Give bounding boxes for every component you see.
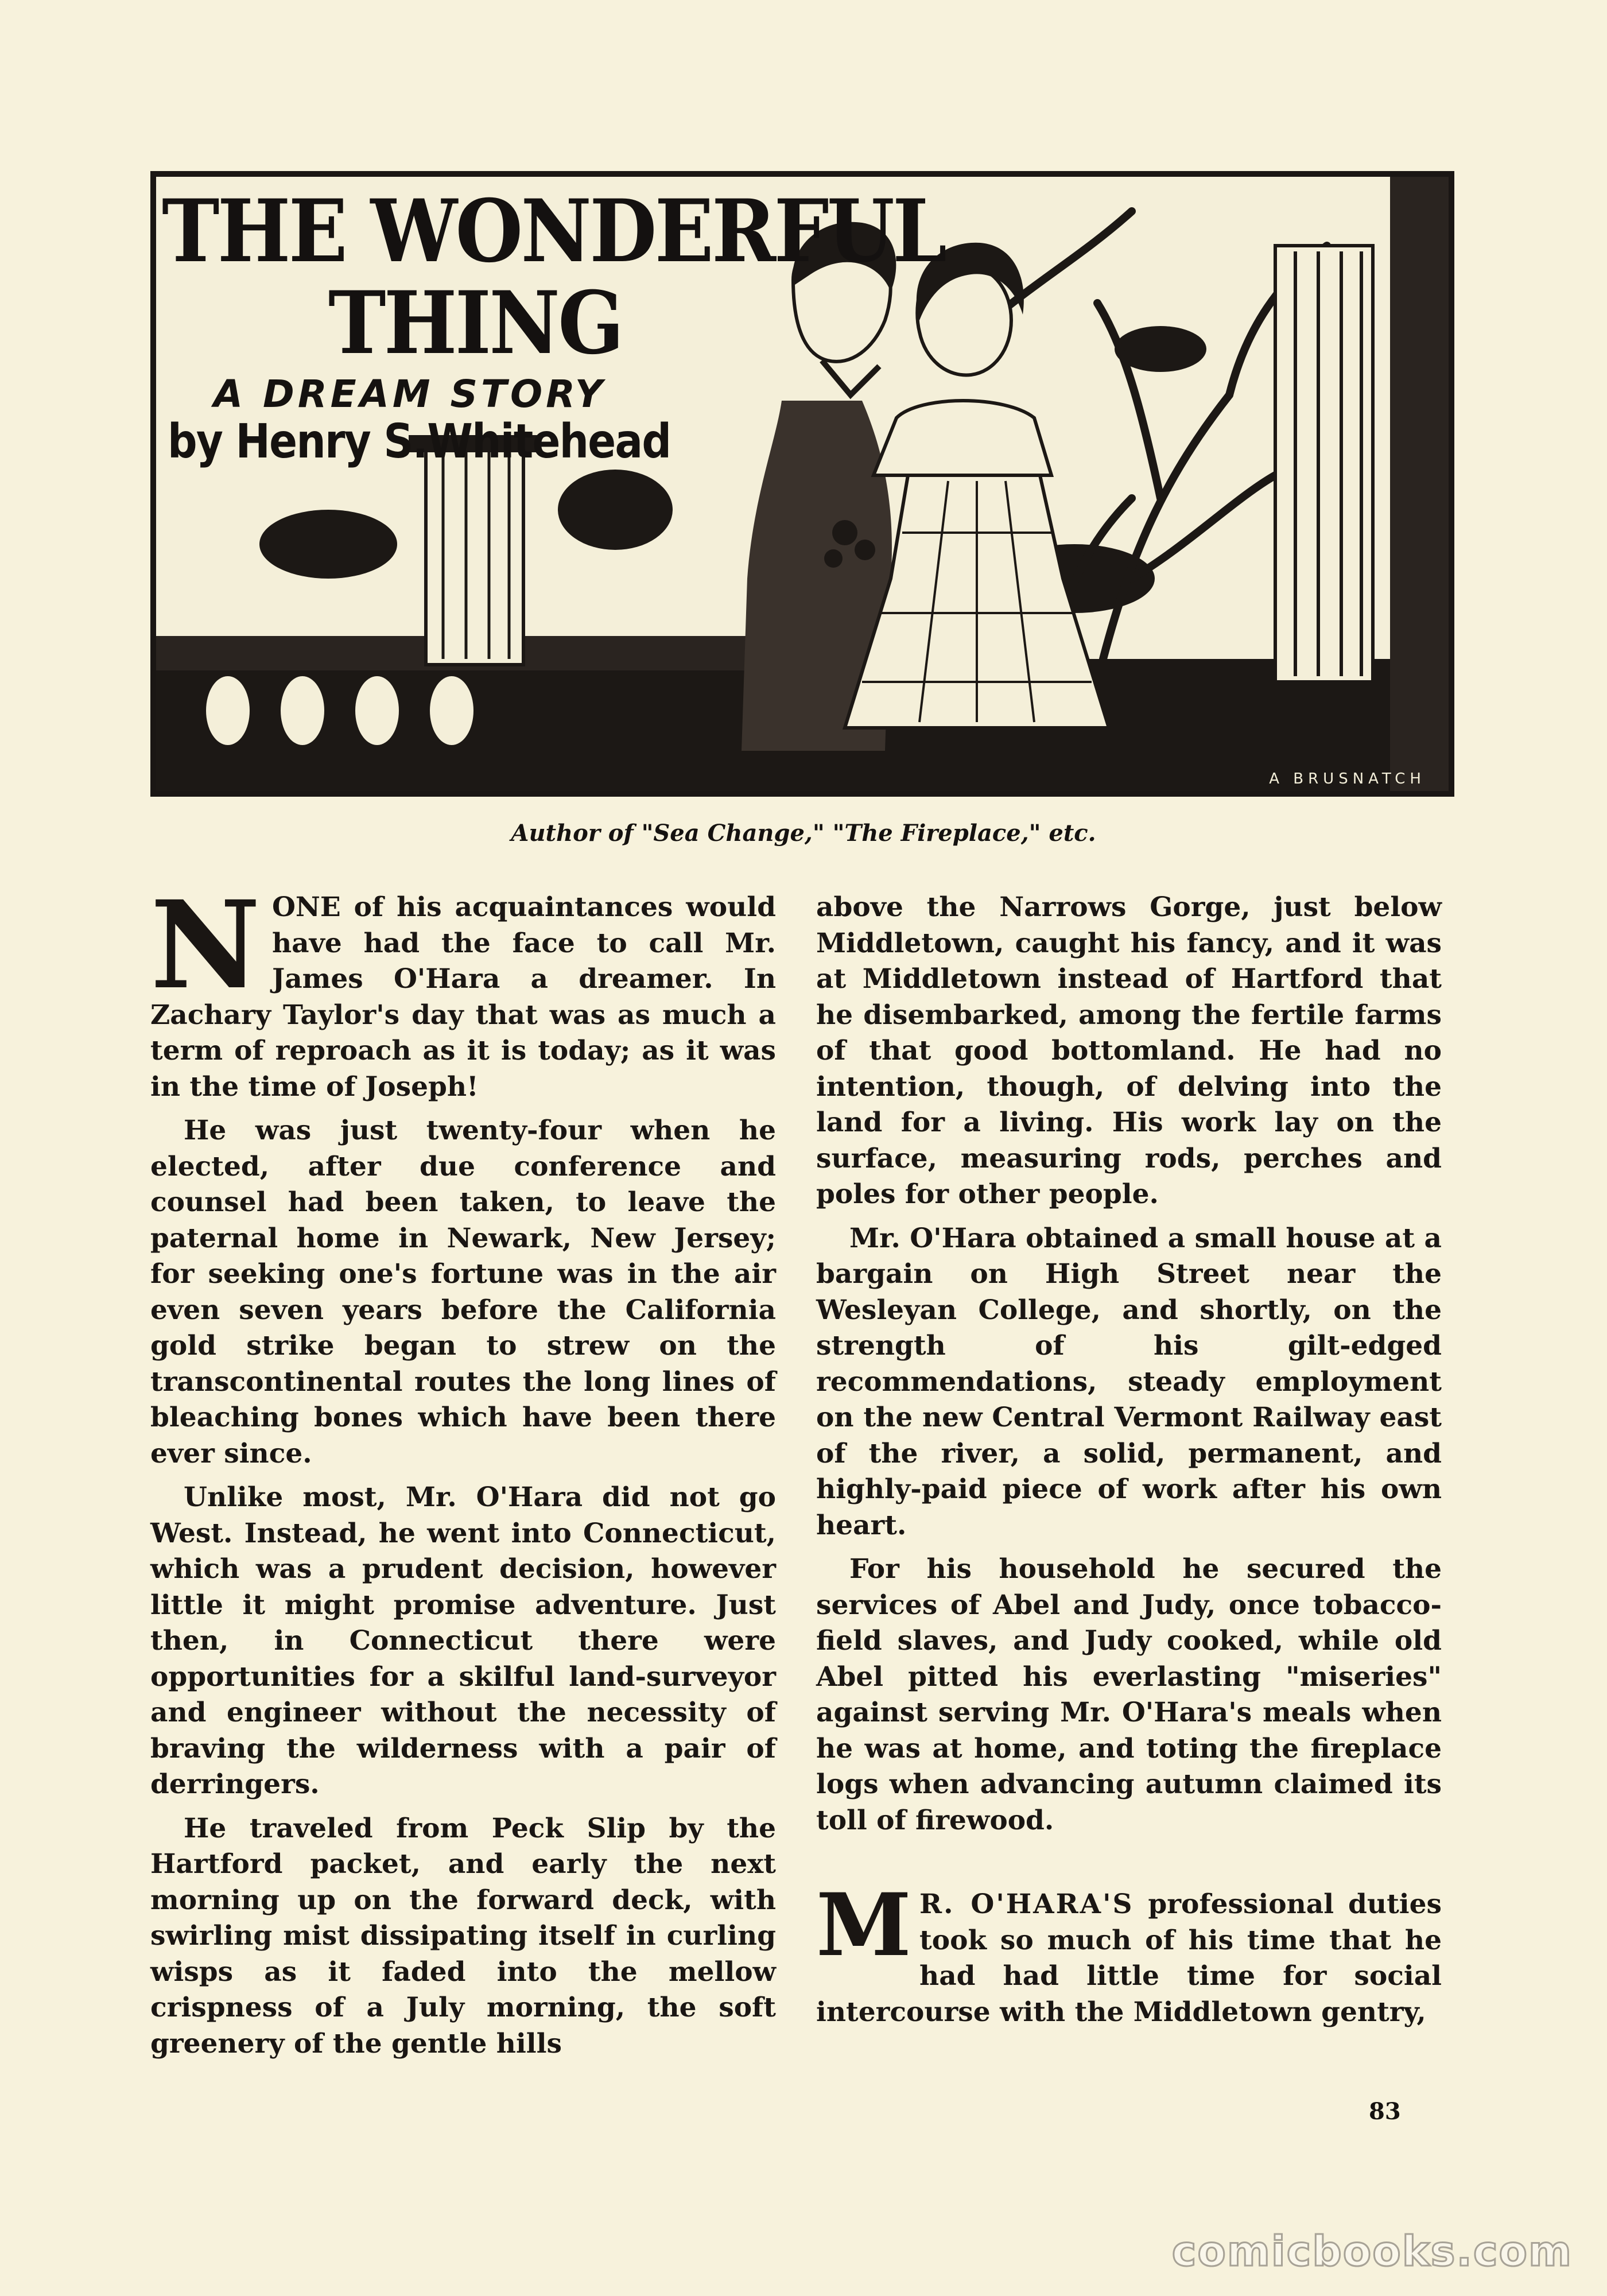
paragraph: For his household he secured the services of Abel and Judy, once tobacco-field slaves, and Judy cooked, while old Abel pitted his everlasting "miseries" against serving Mr. O'Hara's meals when he was at home, and toting the fireplace logs when advancing autumn claimed its toll of firewood.: [816, 1553, 1442, 1836]
article-subtitle: A DREAM STORY: [214, 372, 606, 416]
lead-word: R. O'HARA'S: [919, 1888, 1134, 1920]
paragraph: He traveled from Peck Slip by the Hartford packet, and early the next morning up on the forward deck, with swirling mist dissipating itself in curling wisps as it faded into the mellow crispness of a July morning, the soft greenery of the gentle hills: [150, 1812, 776, 2060]
artist-signature: A BRUSNATCH: [1269, 770, 1426, 788]
text-column-left: [150, 874, 776, 2070]
article-title-line-1: THE WONDERFUL: [162, 181, 945, 282]
drop-cap: M: [816, 1875, 912, 1976]
page-number: 83: [1369, 2098, 1401, 2125]
text-column-right: [816, 890, 1442, 2038]
illustration-caption: Author of "Sea Change," "The Fireplace," etc.: [511, 820, 1096, 847]
paragraph-text: of his acquaintances would have had the face to call Mr. James O'Hara a dreamer. In Zachary Taylor's day that was as much a term of reproach as it is today; as it was in the time of Joseph!: [150, 891, 776, 1103]
paragraph: [150, 874, 776, 1105]
drop-cap: N: [150, 874, 261, 1016]
paragraph: Mr. O'Hara obtained a small house at a bargain on High Street near the Wesleyan College, and shortly, on the strength of his gilt-edged recommendations, steady employment on the new Central Vermont Railway east of the river, a solid, permanent, and highly-paid piece of work after his own heart.: [816, 1222, 1442, 1541]
paragraph-text: professional duties took so much of his time that he had had little time for social intercourse with the Middletown gentry,: [816, 1888, 1442, 2028]
paragraph: Unlike most, Mr. O'Hara did not go West. Instead, he went into Connecticut, which was a prudent decision, however little it might promise adventure. Just then, in Connecticut there were opportunities for a skilful land-surveyor and engineer without the necessity of braving the wilderness with a pair of derringers.: [150, 1481, 776, 1800]
paragraph: above the Narrows Gorge, just below Middletown, caught his fancy, and it was at Middletown instead of Hartford that he disembarked, among the fertile farms of that good bottomland. He had no intention, though, of delving into the land for a living. His work lay on the surface, measuring rods, perches and poles for other people.: [816, 891, 1442, 1210]
author-byline: by Henry S.Whitehead: [168, 414, 671, 469]
paragraph: He was just twenty-four when he elected, after due conference and counsel had been taken, to leave the paternal home in Newark, New Jersey; for seeking one's fortune was in the air even seven years before the California gold strike began to strew on the transcontinental routes the long lines of bleaching bones which have been there ever since.: [150, 1115, 776, 1469]
header-illustration: [150, 171, 1454, 797]
watermark: comicbooks.com: [1171, 2227, 1573, 2275]
paragraph: [816, 1875, 1442, 2030]
lead-word: ONE: [271, 891, 341, 923]
article-title-line-2: THING: [328, 273, 622, 374]
